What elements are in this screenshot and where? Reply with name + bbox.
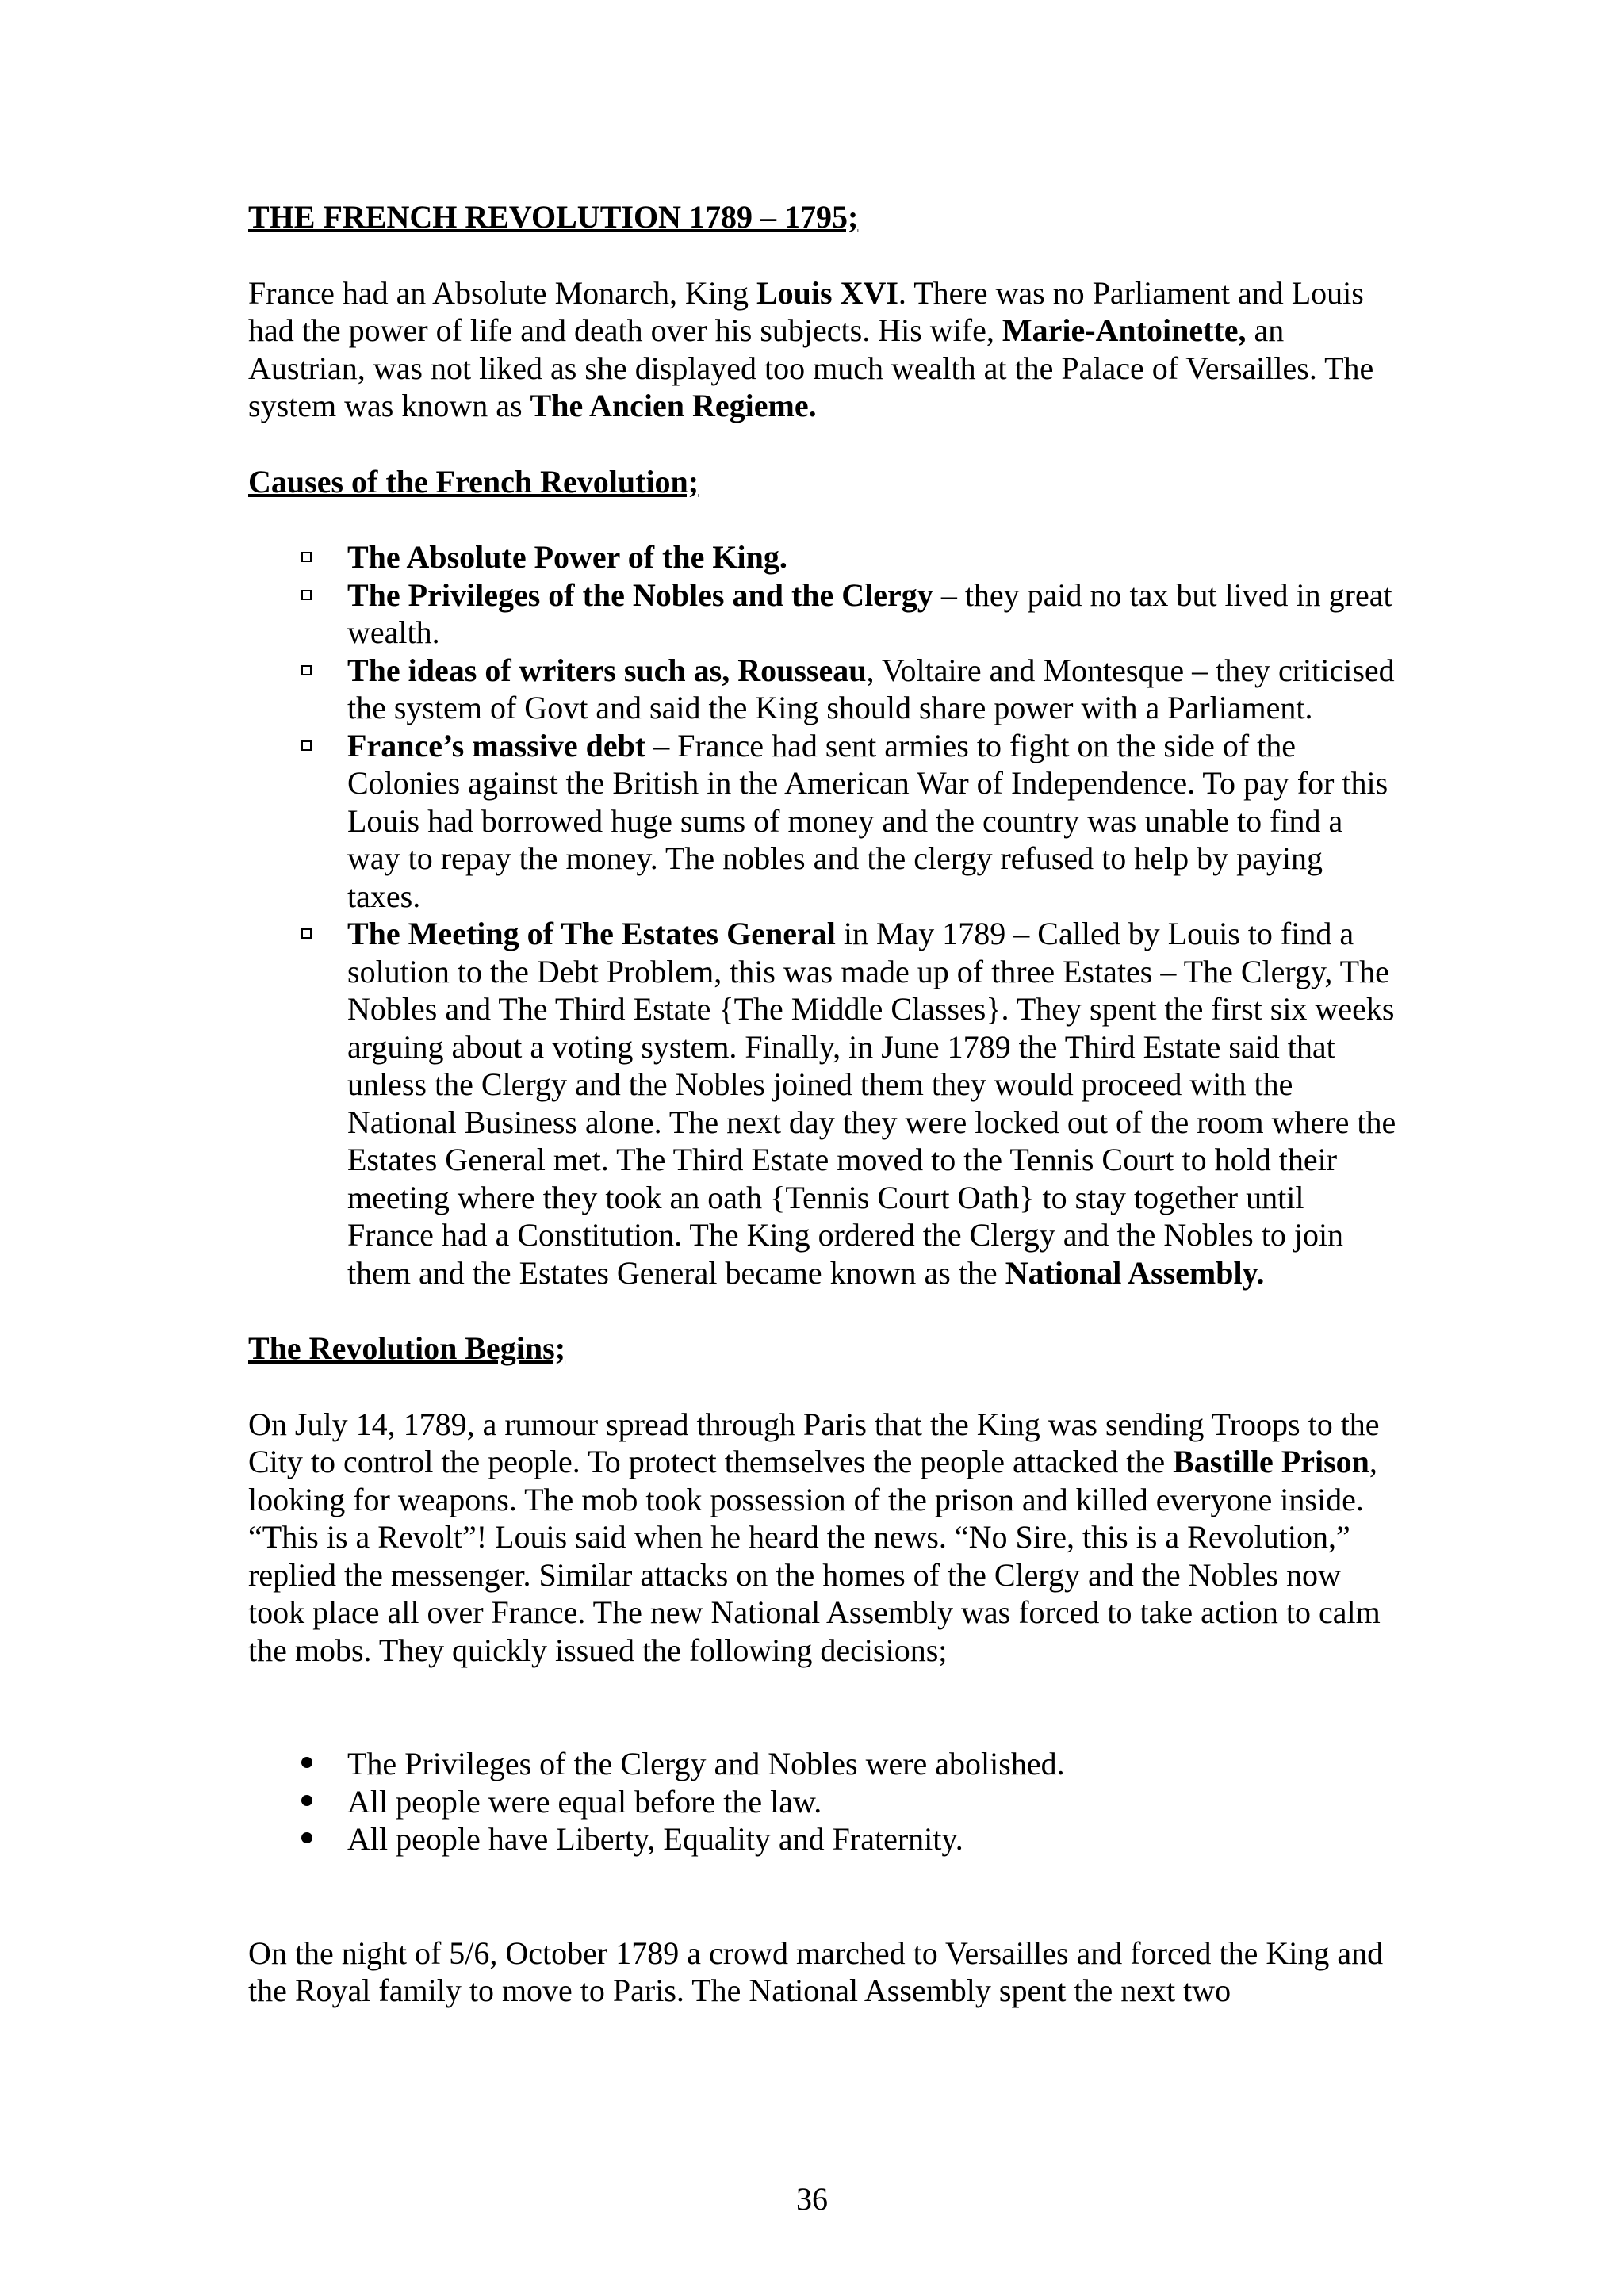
intro-text-3: an Austrian, was not liked as she displayed too much wealth at the Palace of Versailles. The system was known as [248, 312, 1374, 423]
decision-item [347, 1820, 1398, 1858]
cause-text: in May 1789 – Called by Louis to find a solution to the Debt Problem, this was made up of three Estates – The Clergy, The Nobles and The Third Estate {The Middle Classes}. They spent the first six weeks arguing about a voting system. Finally, in June 1789 the Third Estate said that unless the Clergy and the Nobles joined them they would proceed with the National Business alone. The next day they were locked out of the room where the Estates General met. The Third Estate moved to the Tennis Court to hold their meeting where they took an oath {Tennis Court Oath} to stay together until France had a Constitution. The King ordered the Clergy and the Nobles to join them and the Estates General became known as the [347, 916, 1396, 1291]
cause-item [347, 727, 1398, 916]
decision-text: All people have Liberty, Equality and Fraternity. [347, 1821, 963, 1857]
decision-text: All people were equal before the law. [347, 1783, 822, 1820]
document-title: THE FRENCH REVOLUTION 1789 – 1795; [248, 199, 859, 235]
bullet-dot-icon [301, 1757, 312, 1768]
cause-text: – France had sent armies to fight on the side of the Colonies against the British in the American War of Independence. To pay for this Louis had borrowed huge sums of money and the country was unable to find a way to repay the money. The nobles and the clergy refused to help by paying taxes. [347, 727, 1388, 914]
decisions-list [248, 1745, 1398, 1858]
cause-bold-national-assembly: National Assembly. [1005, 1254, 1265, 1291]
checkbox-bullet-icon [301, 740, 312, 751]
intro-bold-marie: Marie-Antoinette, [1002, 312, 1247, 348]
intro-bold-regime: The Ancien Regieme. [530, 388, 817, 423]
cause-bold: The Meeting of The Estates General [347, 916, 836, 951]
cause-item [347, 538, 1398, 576]
intro-text-2: . There was no Parliament and Louis had the power of life and death over his subjects. His wife, [248, 274, 1364, 348]
decision-text: The Privileges of the Clergy and Nobles were abolished. [347, 1746, 1065, 1781]
revolution-text-2: , looking for weapons. The mob took possession of the prison and killed everyone inside. “This is a Revolt”! Louis said when he heard the news. “No Sire, this is a Revolution,” replied the messenger. Similar attacks on the homes of the Clergy and the Nobles now took place all over France. The new National Assembly was forced to take action to calm the mobs. They quickly issued the following decisions; [248, 1444, 1381, 1668]
causes-list [248, 538, 1398, 1292]
checkbox-bullet-icon [301, 665, 312, 675]
cause-item [347, 576, 1398, 652]
revolution-text-1: On July 14, 1789, a rumour spread through Paris that the King was sending Troops to the City to control the people. To protect themselves the people attacked the [248, 1406, 1380, 1479]
bullet-dot-icon [301, 1832, 312, 1843]
bullet-dot-icon [301, 1795, 312, 1806]
checkbox-bullet-icon [301, 552, 312, 562]
cause-text: , Voltaire and Montesque – they criticised the system of Govt and said the King should share power with a Parliament. [347, 652, 1395, 725]
page-number: 36 [796, 2181, 828, 2217]
causes-heading: Causes of the French Revolution; [248, 463, 699, 499]
intro-text-1: France had an Absolute Monarch, King [248, 274, 756, 311]
cause-item [347, 652, 1398, 727]
revolution-bold-bastille: Bastille Prison [1173, 1444, 1369, 1479]
revolution-paragraph [248, 1406, 1398, 1670]
cause-item [347, 915, 1398, 1292]
cause-bold: The Privileges of the Nobles and the Clergy [347, 576, 933, 613]
checkbox-bullet-icon [301, 928, 312, 939]
closing-paragraph: On the night of 5/6, October 1789 a crowd marched to Versailles and forced the King and the Royal family to move to Paris. The National Assembly spent the next two [248, 1934, 1384, 2008]
checkbox-bullet-icon [301, 590, 312, 600]
cause-bold: The ideas of writers such as, Rousseau [347, 652, 867, 688]
revolution-heading: The Revolution Begins; [248, 1330, 566, 1366]
decision-item [347, 1745, 1398, 1783]
cause-bold: France’s massive debt [347, 727, 646, 763]
document-page [248, 198, 1398, 2010]
cause-bold: The Absolute Power of the King. [347, 539, 787, 575]
intro-paragraph [248, 274, 1398, 425]
intro-bold-louis: Louis XVI [756, 274, 898, 311]
cause-text: – they paid no tax but lived in great wealth. [347, 576, 1392, 650]
decision-item [347, 1783, 1398, 1821]
